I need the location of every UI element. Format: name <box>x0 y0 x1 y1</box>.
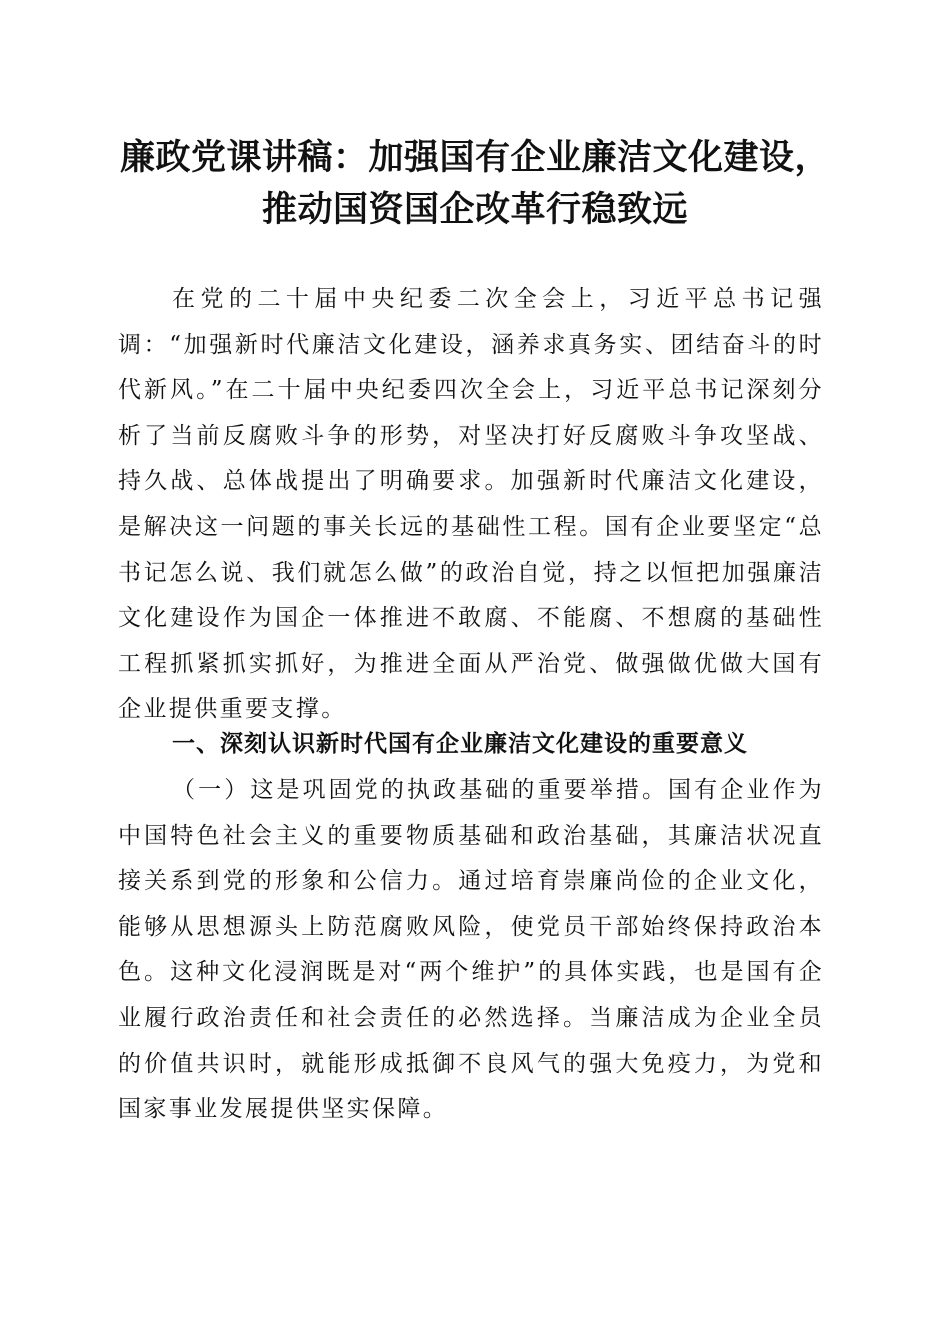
intro-paragraph: 在党的二十届中央纪委二次全会上，习近平总书记强调：“加强新时代廉洁文化建设，涵养求真务实、团结奋斗的时代新风。”在二十届中央纪委四次全会上，习近平总书记深刻分析了当前反腐败斗争的形势，对坚决打好反腐败斗争攻坚战、持久战、总体战提出了明确要求。加强新时代廉洁文化建设，是解决这一问题的事关长远的基础性工程。国有企业要坚定“总书记怎么说、我们就怎么做”的政治自觉，持之以恒把加强廉洁文化建设作为国企一体推进不敢腐、不能腐、不想腐的基础性工程抓紧抓实抓好，为推进全面从严治党、做强做优做大国有企业提供重要支撑。 <box>118 286 824 723</box>
title-line-2: 推动国资国企改革行稳致远 <box>261 189 688 230</box>
document-title <box>100 132 850 236</box>
section-1-paragraph-1: （一）这是巩固党的执政基础的重要举措。国有企业作为中国特色社会主义的重要物质基础和政治基础，其廉洁状况直接关系到党的形象和公信力。通过培育崇廉尚俭的企业文化，能够从思想源头上防范腐败风险，使党员干部始终保持政治本色。这种文化浸润既是对“两个维护”的具体实践，也是国有企业履行政治责任和社会责任的必然选择。当廉洁成为企业全员的价值共识时，就能形成抵御不良风气的强大免疫力，为党和国家事业发展提供坚实保障。 <box>118 777 824 1123</box>
section-1-heading: 一、深刻认识新时代国有企业廉洁文化建设的重要意义 <box>172 731 748 757</box>
title-line-1: 廉政党课讲稿：加强国有企业廉洁文化建设， <box>119 137 830 178</box>
